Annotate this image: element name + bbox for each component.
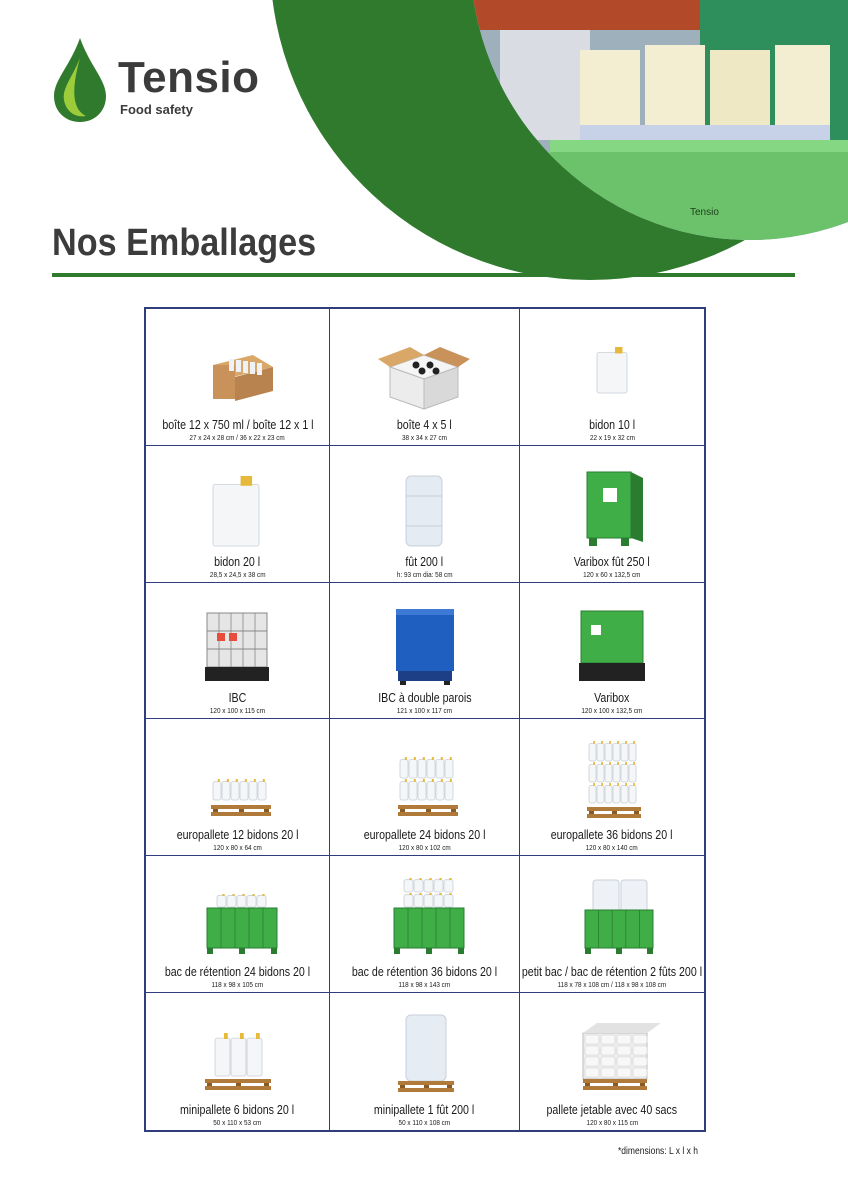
logo bbox=[50, 36, 260, 124]
dimensions-footnote: *dimensions: L x l x h bbox=[618, 1146, 699, 1157]
varibox-icon bbox=[520, 601, 704, 685]
product-dimensions: 118 x 98 x 143 cm bbox=[398, 980, 451, 990]
header bbox=[0, 0, 848, 290]
product-name: minipallete 6 bidons 20 l bbox=[180, 1102, 295, 1117]
packaging-grid bbox=[144, 307, 706, 1132]
product-cell bbox=[520, 309, 704, 446]
product-cell bbox=[146, 993, 330, 1130]
product-name: minipallete 1 fût 200 l bbox=[374, 1102, 475, 1117]
product-cell bbox=[146, 309, 330, 446]
product-dimensions: 120 x 100 x 115 cm bbox=[209, 706, 266, 716]
brand-name: Tensio bbox=[118, 53, 260, 102]
product-name: IBC bbox=[228, 691, 247, 706]
product-name: Varibox fût 250 l bbox=[574, 554, 650, 569]
minipallet-6-canisters-icon bbox=[146, 1011, 329, 1095]
product-cell bbox=[520, 719, 704, 856]
product-name: fût 200 l bbox=[405, 554, 444, 569]
product-name: petit bac / bac de rétention 2 fûts 200 l bbox=[521, 965, 703, 980]
product-cell bbox=[330, 309, 520, 446]
pallet-12-canisters-icon bbox=[146, 737, 329, 821]
product-cell bbox=[146, 583, 330, 720]
product-dimensions: h: 93 cm dia: 58 cm bbox=[396, 569, 453, 579]
product-cell bbox=[146, 719, 330, 856]
cardboard-box-4-icon bbox=[330, 327, 519, 411]
photo-brand-label: Tensio bbox=[690, 207, 719, 218]
product-cell bbox=[330, 583, 520, 720]
product-dimensions: 28,5 x 24,5 x 38 cm bbox=[209, 569, 266, 579]
retention-tray-drums-icon bbox=[520, 874, 704, 958]
page-title: Nos Emballages bbox=[52, 222, 317, 264]
product-name: pallete jetable avec 40 sacs bbox=[546, 1102, 678, 1117]
product-dimensions: 120 x 100 x 132,5 cm bbox=[581, 706, 643, 716]
pallet-24-canisters-icon bbox=[330, 737, 519, 821]
product-dimensions: 120 x 60 x 132,5 cm bbox=[583, 569, 641, 579]
product-dimensions: 121 x 100 x 117 cm bbox=[396, 706, 453, 716]
cardboard-box-bottles-icon bbox=[146, 327, 329, 411]
canister-20l-icon bbox=[146, 464, 329, 548]
product-dimensions: 120 x 80 x 115 cm bbox=[586, 1117, 638, 1127]
title-divider bbox=[52, 273, 795, 277]
product-cell bbox=[520, 993, 704, 1130]
warehouse-photo bbox=[470, 0, 848, 240]
product-name: bac de rétention 24 bidons 20 l bbox=[164, 965, 311, 980]
ibc-icon bbox=[146, 601, 329, 685]
product-dimensions: 120 x 80 x 140 cm bbox=[585, 843, 639, 853]
product-dimensions: 118 x 78 x 108 cm / 118 x 98 x 108 cm bbox=[557, 980, 667, 990]
product-cell bbox=[146, 446, 330, 583]
product-dimensions: 118 x 98 x 105 cm bbox=[211, 980, 264, 990]
product-name: boîte 12 x 750 ml / boîte 12 x 1 l bbox=[161, 417, 314, 432]
pallet-bags-icon bbox=[520, 1011, 704, 1095]
retention-tray-24-icon bbox=[146, 874, 329, 958]
product-dimensions: 50 x 110 x 108 cm bbox=[398, 1117, 451, 1127]
product-cell bbox=[330, 446, 520, 583]
product-name: Varibox bbox=[594, 691, 630, 706]
product-name: europallete 24 bidons 20 l bbox=[363, 828, 486, 843]
brand-tagline: Food safety bbox=[120, 102, 193, 117]
product-name: boîte 4 x 5 l bbox=[397, 417, 452, 432]
product-dimensions: 22 x 19 x 32 cm bbox=[589, 432, 635, 442]
product-cell bbox=[330, 993, 520, 1130]
varibox-narrow-icon bbox=[520, 464, 704, 548]
product-name: europallete 36 bidons 20 l bbox=[551, 828, 673, 843]
product-name: bidon 20 l bbox=[214, 554, 261, 569]
product-cell bbox=[330, 719, 520, 856]
product-cell bbox=[146, 856, 330, 993]
product-dimensions: 50 x 110 x 53 cm bbox=[213, 1117, 262, 1127]
minipallet-drum-icon bbox=[330, 1011, 519, 1095]
product-name: bac de rétention 36 bidons 20 l bbox=[351, 965, 498, 980]
ibc-double-wall-icon bbox=[330, 601, 519, 685]
canister-10l-icon bbox=[520, 327, 704, 411]
product-dimensions: 120 x 80 x 102 cm bbox=[398, 843, 451, 853]
product-cell bbox=[330, 856, 520, 993]
product-name: bidon 10 l bbox=[588, 417, 636, 432]
pallet-36-canisters-icon bbox=[520, 737, 704, 821]
product-cell bbox=[520, 583, 704, 720]
product-cell bbox=[520, 446, 704, 583]
product-dimensions: 120 x 80 x 64 cm bbox=[213, 843, 262, 853]
drum-icon bbox=[330, 464, 519, 548]
product-dimensions: 38 x 34 x 27 cm bbox=[401, 432, 447, 442]
product-cell bbox=[520, 856, 704, 993]
product-name: IBC à double parois bbox=[377, 691, 472, 706]
product-dimensions: 27 x 24 x 28 cm / 36 x 22 x 23 cm bbox=[189, 432, 286, 442]
retention-tray-36-icon bbox=[330, 874, 519, 958]
logo-drop-icon bbox=[50, 36, 110, 124]
product-name: europallete 12 bidons 20 l bbox=[176, 828, 299, 843]
